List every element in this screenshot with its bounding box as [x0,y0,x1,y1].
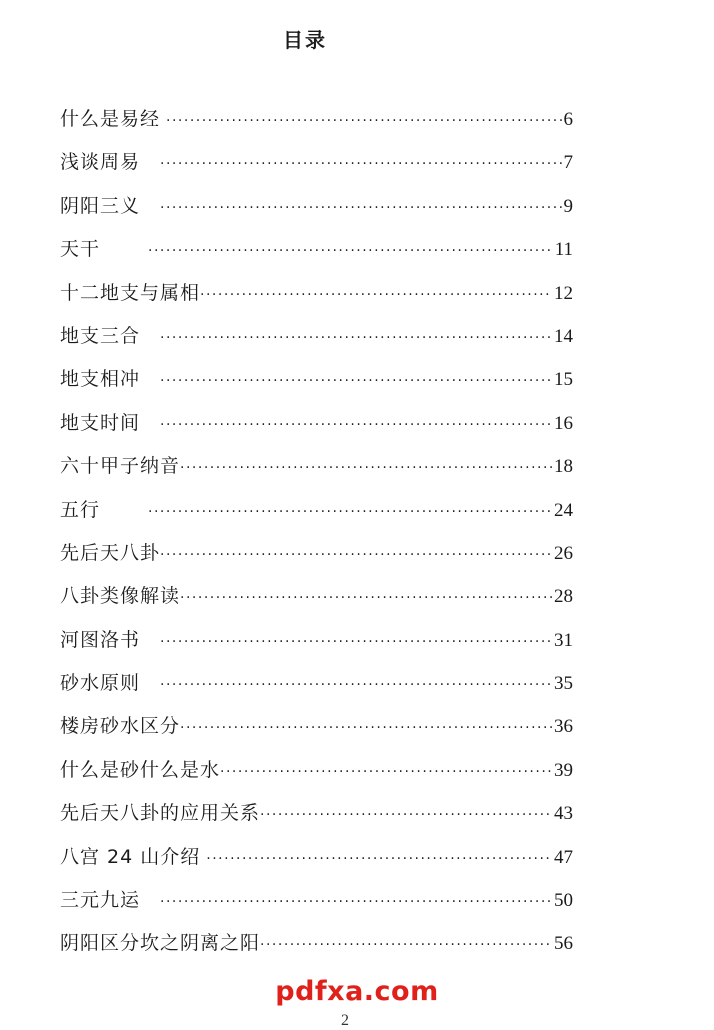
toc-dot-leader [260,937,552,953]
toc-entry-title: 五行 [60,498,101,521]
toc-dot-leader [160,156,561,172]
toc-entry-page: 9 [563,195,573,217]
toc-entry-title: 先后天八卦的应用关系 [60,802,261,825]
toc-entry-page: 50 [554,890,573,912]
toc-entry-page: 15 [554,369,573,391]
toc-entry-page: 43 [554,803,573,825]
toc-entry-title: 地支相冲 [60,368,141,391]
toc-dot-leader [148,243,553,259]
toc-dot-leader [260,807,552,823]
page-number: 2 [341,1012,349,1029]
toc-dot-leader [206,851,552,867]
toc-entry-title: 浅谈周易 [60,151,141,174]
table-of-contents [60,104,573,972]
toc-entry-title: 天干 [60,238,101,261]
toc-entry-page: 28 [554,586,573,608]
toc-entry[interactable] [60,191,573,234]
toc-entry[interactable] [60,364,573,407]
toc-dot-leader [148,504,552,520]
toc-entry[interactable] [60,495,573,538]
toc-entry-title: 三元九运 [60,889,141,912]
toc-entry-page: 6 [563,109,573,130]
toc-entry[interactable] [60,581,573,624]
toc-dot-leader [200,287,552,303]
toc-entry-page: 31 [554,629,573,651]
toc-entry[interactable] [60,278,573,321]
toc-entry-title: 什么是砂什么是水 [60,758,221,781]
toc-entry[interactable] [60,668,573,711]
toc-dot-leader [160,373,552,389]
toc-entry-page: 56 [554,933,573,955]
toc-dot-leader [160,634,552,650]
toc-entry[interactable] [60,928,573,971]
toc-entry-title: 阴阳三义 [60,194,141,217]
toc-entry-page: 16 [554,412,573,434]
toc-entry-title: 阴阳区分坎之阴离之阳 [60,932,261,955]
watermark-text: pdfxa.com [275,976,439,1007]
toc-dot-leader [160,677,552,693]
toc-entry[interactable] [60,234,573,277]
toc-entry-page: 11 [554,239,573,261]
toc-dot-leader [180,460,552,476]
toc-dot-leader [220,764,552,780]
toc-dot-leader [160,330,552,346]
toc-entry-title: 十二地支与属相 [60,281,201,304]
toc-entry-title: 地支三合 [60,324,141,347]
toc-entry[interactable] [60,625,573,668]
toc-entry[interactable] [60,538,573,581]
toc-entry[interactable] [60,321,573,364]
toc-entry-page: 35 [554,673,573,695]
page-title: 目录 [283,28,327,52]
toc-entry[interactable] [60,842,573,885]
toc-dot-leader [160,200,561,216]
toc-entry-title: 六十甲子纳音 [60,455,181,478]
toc-entry[interactable] [60,711,573,754]
toc-entry-title: 河图洛书 [60,628,141,651]
toc-dot-leader [160,894,552,910]
toc-entry[interactable] [60,408,573,451]
toc-entry-page: 39 [554,759,573,781]
toc-entry[interactable] [60,451,573,494]
toc-entry-page: 7 [563,152,573,174]
toc-entry-page: 14 [554,325,573,347]
toc-entry-title: 楼房砂水区分 [60,715,181,738]
toc-entry-title: 砂水原则 [60,672,141,695]
toc-entry-page: 47 [554,846,573,868]
toc-entry[interactable] [60,755,573,798]
toc-entry[interactable] [60,147,573,190]
toc-entry-page: 24 [554,499,573,521]
toc-entry-page: 12 [554,282,573,304]
toc-entry-page: 26 [554,542,573,564]
toc-entry[interactable] [60,885,573,928]
toc-dot-leader [180,720,552,736]
toc-entry-title: 八宫 24 山介绍 [60,845,201,868]
toc-entry[interactable] [60,798,573,841]
toc-entry[interactable] [60,104,573,147]
toc-entry-title: 八卦类像解读 [60,585,181,608]
toc-entry-page: 18 [554,456,573,478]
toc-dot-leader [180,590,552,606]
toc-dot-leader [166,113,561,129]
toc-entry-page: 36 [554,716,573,738]
toc-entry-title: 先后天八卦 [60,541,161,564]
toc-dot-leader [160,417,552,433]
toc-entry-title: 地支时间 [60,411,141,434]
toc-entry-title: 什么是易经 [60,108,161,130]
toc-dot-leader [160,547,552,563]
